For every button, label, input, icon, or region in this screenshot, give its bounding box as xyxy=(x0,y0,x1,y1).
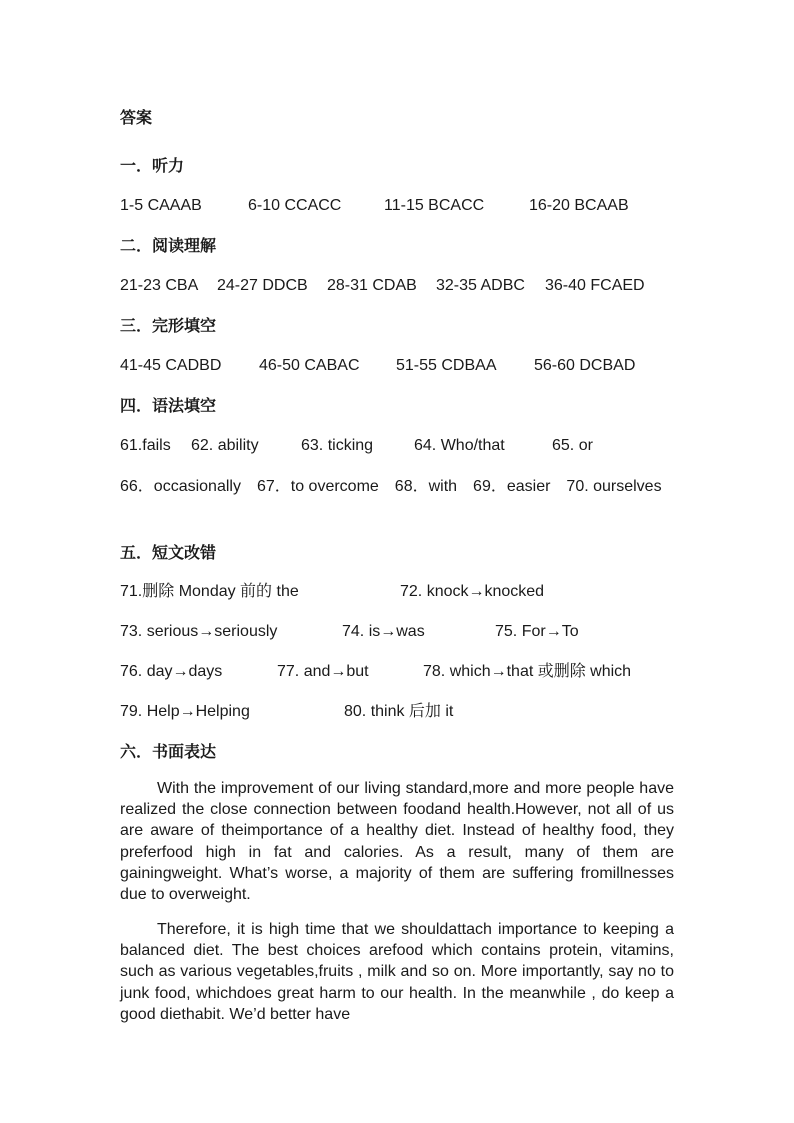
section-heading-writing: 六．书面表达 xyxy=(120,742,217,761)
correction-item: 71.删除 Monday 前的 the xyxy=(120,583,299,600)
answer-group: 11-15 BCACC xyxy=(384,197,485,214)
correction-item: 73. serious→seriously xyxy=(120,623,278,640)
section-heading-listening: 一．听力 xyxy=(120,156,185,175)
answer-group: 1-5 CAAAB xyxy=(120,197,202,214)
answer-group: 6-10 CCACC xyxy=(248,197,342,214)
answer-group: 51-55 CDBAA xyxy=(396,357,497,374)
section-heading-correction: 五．短文改错 xyxy=(120,543,217,562)
grammar-answers-line-2: 66．occasionally 67．to overcome 68．with 69．easier 70. ourselves xyxy=(120,478,662,495)
section-heading-grammar: 四．语法填空 xyxy=(120,396,217,415)
answer-item: 64. Who/that xyxy=(414,437,505,454)
answer-group: 24-27 DDCB xyxy=(217,277,308,294)
essay-paragraph: Therefore, it is high time that we shouldattach importance to keeping a balanced diet. The best choices arefood which contains protein, vitamins, such as various vegetables,fruits , milk and so on. More importantly, say no to junk food, whichdoes great harm to our health. In the meanwhile , do keep a good diethabit. We’d better have xyxy=(120,921,674,1023)
answer-group: 21-23 CBA xyxy=(120,277,199,294)
correction-item: 75. For→To xyxy=(495,623,579,640)
correction-item: 78. which→that 或删除 which xyxy=(423,663,632,680)
correction-item: 72. knock→knocked xyxy=(400,583,545,600)
answer-item: 61.fails xyxy=(120,437,171,454)
answer-group: 16-20 BCAAB xyxy=(529,197,629,214)
answer-group: 56-60 DCBAD xyxy=(534,357,636,374)
answer-item: 62. ability xyxy=(191,437,259,454)
correction-item: 79. Help→Helping xyxy=(120,703,250,720)
answer-group: 28-31 CDAB xyxy=(327,277,417,294)
correction-item: 76. day→days xyxy=(120,663,223,680)
answer-group: 46-50 CABAC xyxy=(259,357,360,374)
answer-group: 41-45 CADBD xyxy=(120,357,222,374)
answer-group: 32-35 ADBC xyxy=(436,277,525,294)
correction-item: 80. think 后加 it xyxy=(344,703,454,720)
correction-item: 74. is→was xyxy=(342,623,425,640)
answer-group: 36-40 FCAED xyxy=(545,277,645,294)
correction-item: 77. and→but xyxy=(277,663,369,680)
answer-item: 63. ticking xyxy=(301,437,374,454)
section-heading-cloze: 三．完形填空 xyxy=(120,316,217,335)
section-heading-reading: 二．阅读理解 xyxy=(120,236,217,255)
answer-item: 65. or xyxy=(552,437,593,454)
essay-paragraph: With the improvement of our living standard,more and more people have realized the close connection between foodand health.However, not all of us are aware of theimportance of a healthy diet. Instead of healthy food, they preferfood high in fat and calories. As a result, many of them are gainingweight. What’s worse, a majority of them are suffering fromillnesses due to overweight. xyxy=(120,780,674,904)
page-title: 答案 xyxy=(120,108,153,127)
